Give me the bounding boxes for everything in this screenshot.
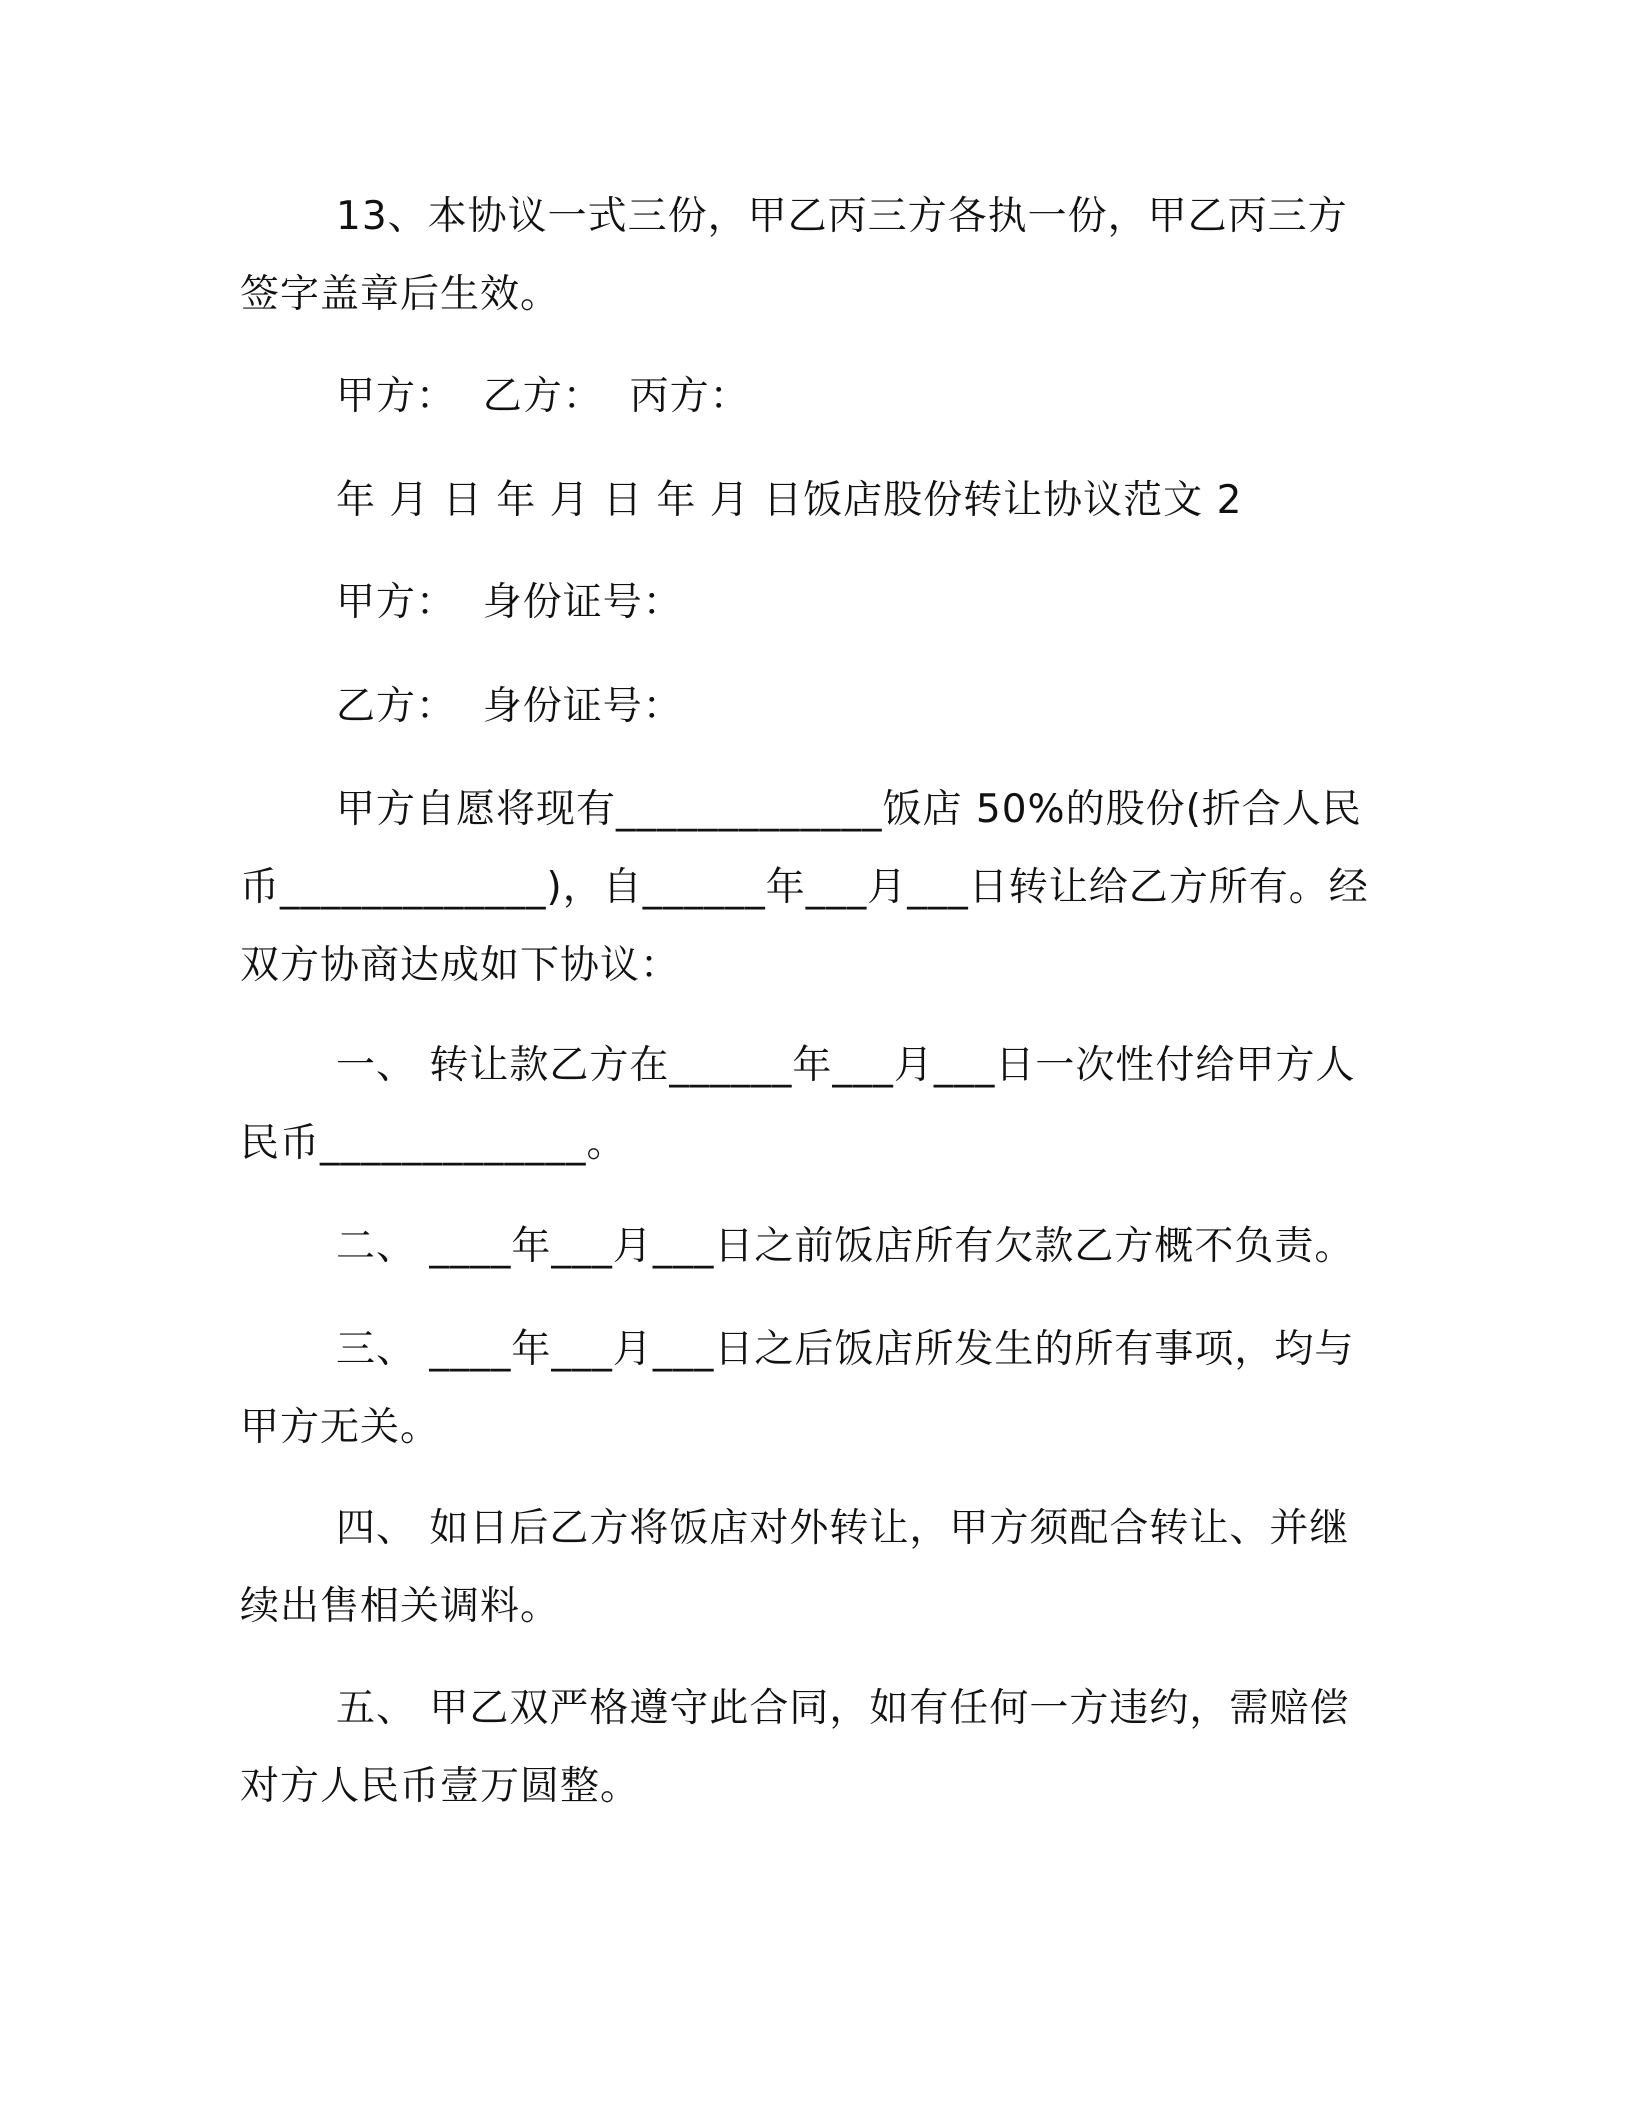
transfer-intro-paragraph: 甲方自愿将现有_____________饭店 50%的股份(折合人民币_____________)，自______年___月___日转让给乙方所有。经双方协商达成如下协议： [240,787,1369,988]
party-a-id-line: 甲方： 身份证号： [336,580,683,625]
clause-2-paragraph: 二、 ____年___月___日之前饭店所有欠款乙方概不负责。 [336,1224,1355,1269]
party-b-id-line: 乙方： 身份证号： [336,684,683,729]
clause-3-paragraph: 三、 ____年___月___日之后饭店所发生的所有事项，均与甲方无关。 [240,1327,1355,1450]
date-and-heading-line: 年 月 日 年 月 日 年 月 日饭店股份转让协议范文 2 [336,478,1243,523]
clause-4-paragraph: 四、 如日后乙方将饭店对外转让，甲方须配合转让、并继续出售相关调料。 [240,1506,1350,1629]
clause-5-paragraph: 五、 甲乙双严格遵守此合同，如有任何一方违约，需赔偿对方人民币壹万圆整。 [240,1686,1350,1809]
clause-13-paragraph: 13、本协议一式三份，甲乙丙三方各执一份，甲乙丙三方签字盖章后生效。 [240,194,1348,317]
clause-1-paragraph: 一、 转让款乙方在______年___月___日一次性付给甲方人民币_____________。 [240,1043,1356,1166]
signature-parties-line: 甲方： 乙方： 丙方： [336,374,750,419]
